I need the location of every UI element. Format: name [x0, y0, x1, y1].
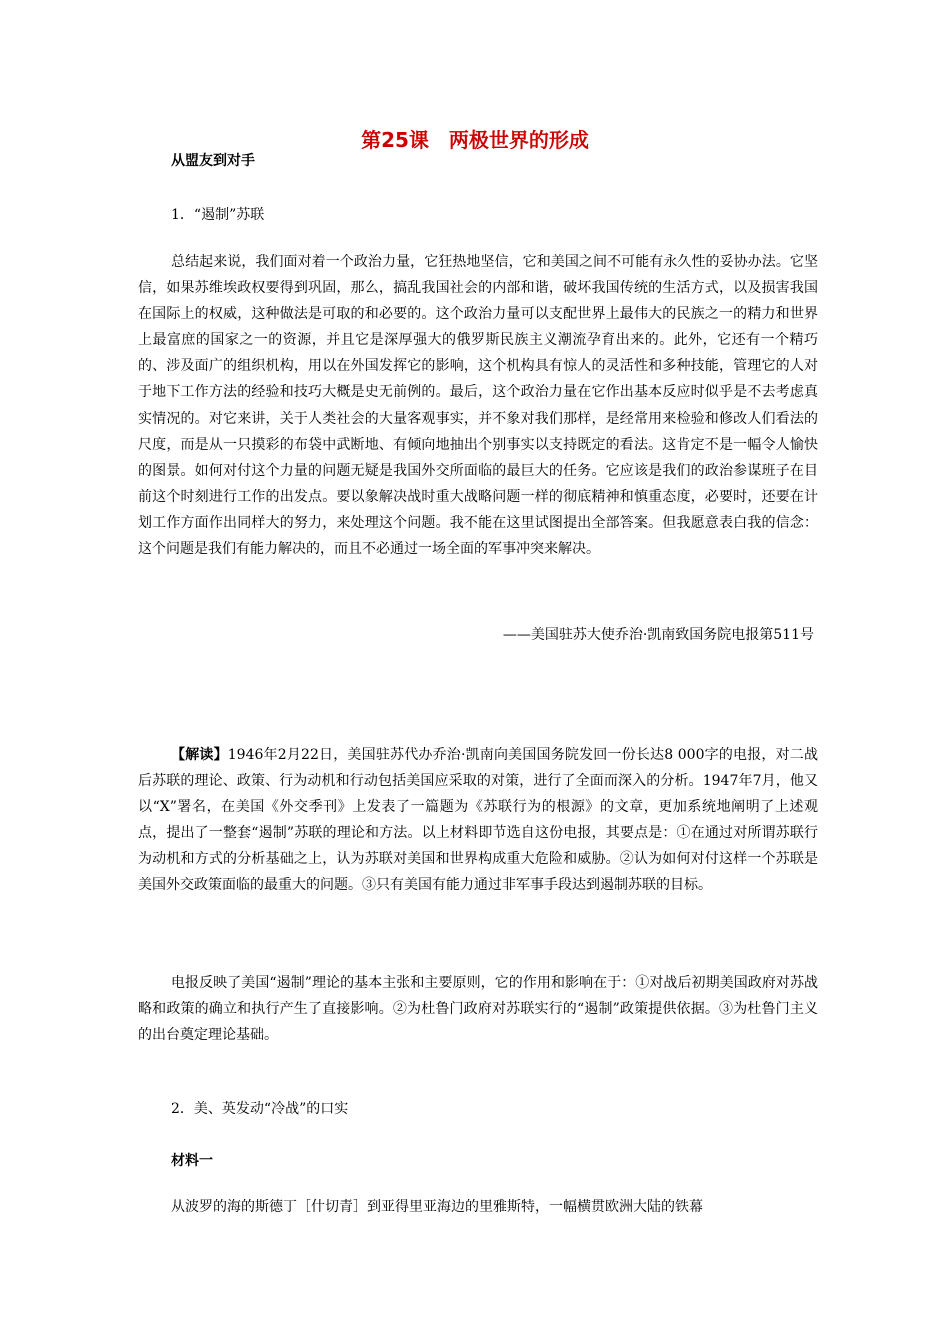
section-heading: 从盟友到对手	[171, 153, 255, 169]
interpretation-paragraph	[138, 742, 818, 899]
quote-paragraph: 总结起来说，我们面对着一个政治力量，它狂热地坚信，它和美国之间不可能有永久性的妥协办法。它坚信，如果苏维埃政权要得到巩固，那么，搞乱我国社会的内部和谐，破坏我国传统的生活方式，以及损害我国在国际上的权威，这种做法是可取的和必要的。这个政治力量可以支配世界上最伟大的民族之一的精力和世界上最富庶的国家之一的资源，并且它是深厚强大的俄罗斯民族主义潮流孕育出来的。此外，它还有一个精巧的、涉及面广的组织机构，用以在外国发挥它的影响，这个机构具有惊人的灵活性和多种技能，管理它的人对于地下工作方法的经验和技巧大概是史无前例的。最后，这个政治力量在它作出基本反应时似乎是不去考虑真实情况的。对它来讲，关于人类社会的大量客观事实，并不象对我们那样，是经常用来检验和修改人们看法的尺度，而是从一只摸彩的布袋中武断地、有倾向地抽出个别事实以支持既定的看法。这肯定不是一幅令人愉快的图景。如何对付这个力量的问题无疑是我国外交所面临的最巨大的任务。它应该是我们的政治参谋班子在目前这个时刻进行工作的出发点。要以象解决战时重大战略问题一样的彻底精神和慎重态度，必要时，还要在计划工作方面作出同样大的努力，来处理这个问题。我不能在这里试图提出全部答案。但我愿意表白我的信念：这个问题是我们有能力解决的，而且不必通过一场全面的军事冲突来解决。	[138, 254, 818, 558]
material-text: 从波罗的海的斯德丁［什切青］到亚得里亚海边的里雅斯特，一幅横贯欧洲大陆的铁幕	[171, 1199, 703, 1215]
interpretation-label: 【解读】	[171, 747, 228, 763]
quote-source: ——美国驻苏大使乔治·凯南致国务院电报第511号	[502, 627, 814, 643]
interpretation-text: 1946年2月22日，美国驻苏代办乔治·凯南向美国国务院发回一份长达8 000字的电报，对二战后苏联的理论、政策、行为动机和行动包括美国应采取的对策，进行了全面而深入的分析。1947年7月，他又以“X”署名，在美国《外交季刊》上发表了一篇题为《苏联行为的根源》的文章，更加系统地阐明了上述观点，提出了一整套“遏制”苏联的理论和方法。以上材料即节选自这份电报，其要点是：①在通过对所谓苏联行为动机和方式的分析基础之上，认为苏联对美国和世界构成重大危险和威胁。②认为如何对付这样一个苏联是美国外交政策面临的最重大的问题。③只有美国有能力通过非军事手段达到遏制苏联的目标。	[138, 747, 818, 894]
item1-heading: 1．“遏制”苏联	[171, 207, 265, 223]
page-title: 第25课 两极世界的形成	[361, 128, 589, 152]
item2-heading: 2．美、英发动“冷战”的口实	[171, 1101, 349, 1117]
material-label: 材料一	[171, 1153, 213, 1169]
analysis-paragraph: 电报反映了美国“遏制”理论的基本主张和主要原则，它的作用和影响在于：①对战后初期美国政府对苏战略和政策的确立和执行产生了直接影响。②为杜鲁门政府对苏联实行的“遏制”政策提供依据。③为杜鲁门主义的出台奠定理论基础。	[138, 975, 818, 1044]
